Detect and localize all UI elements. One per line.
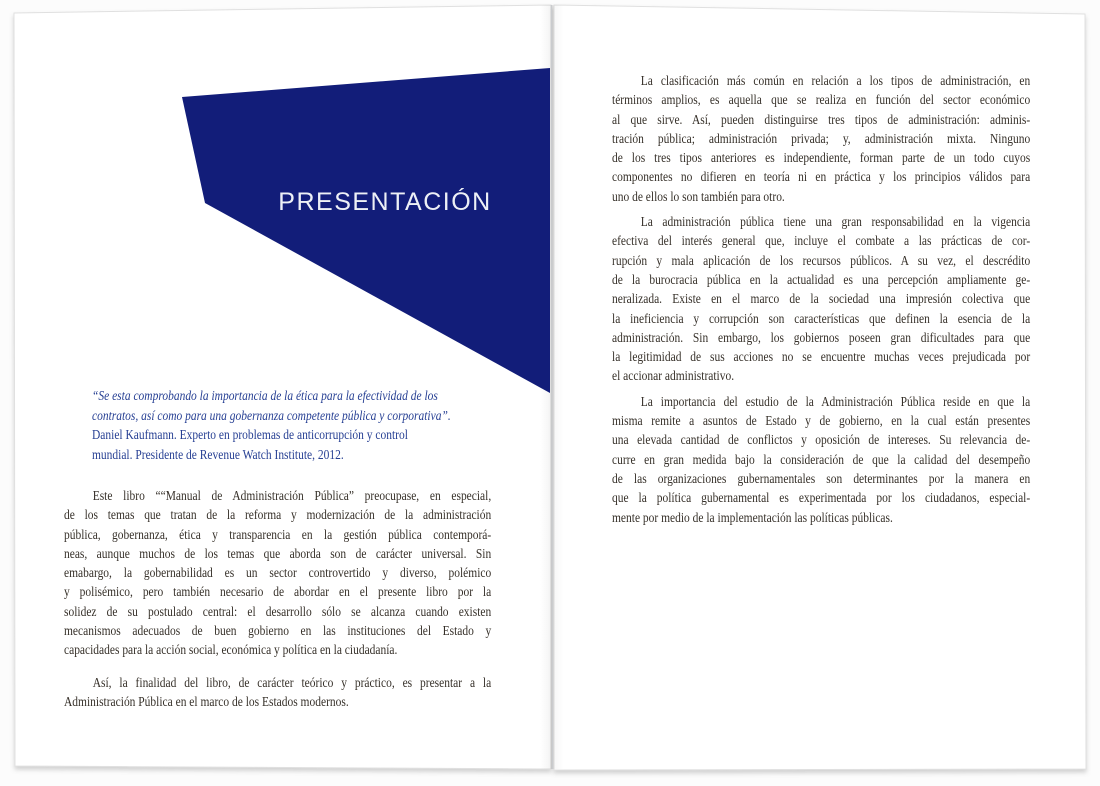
body-line: de los temas que tratan de la reforma y modernización de la administración	[64, 508, 492, 524]
body-line: efectiva del interés general que, incluye el combate a las prácticas de cor-	[612, 234, 1031, 250]
body-line: al que sirve. Así, pueden distinguirse tres tipos de administración: adminis-	[612, 112, 1031, 128]
body-line: Así, la finalidad del libro, de carácter teórico y práctico, es presentar a la	[92, 675, 492, 691]
body-line: la legitimidad de sus acciones no se encuentre muchas veces prejudicada por	[612, 350, 1031, 366]
body-line: el accionar administrativo.	[612, 369, 735, 385]
body-line: uno de ellos lo son también para otro.	[612, 189, 785, 205]
body-line: y polisémico, pero también necesario de abordar en el presente libro por la	[64, 585, 492, 601]
body-line: que la política gubernamental es experimentada por los ciudadanos, especial-	[612, 491, 1031, 507]
paragraph	[64, 674, 491, 713]
body-line: la ineficiencia y corrupción son características que definen la esencia de la	[612, 311, 1031, 327]
body-line: una elevada cantidad de conflictos y oposición de intereses. Su relevancia de-	[612, 433, 1031, 449]
body-line: tración pública; administración privada; y, administración mixta. Ninguno	[612, 131, 1031, 147]
paragraph	[64, 487, 491, 661]
body-line: mecanismos adecuados de buen gobierno en las instituciones del Estado y	[64, 624, 492, 640]
pull-quote	[92, 387, 469, 465]
body-line: misma remite a asuntos de Estado y de gobierno, en la cual están presentes	[612, 414, 1031, 430]
paragraph	[612, 393, 1030, 528]
quote-line: contratos, así como para una gobernanza competente pública y corporativa”.	[92, 408, 451, 424]
body-line: solidez de su postulado central: el desarrollo sólo se alcanza cuando existen	[64, 604, 492, 620]
paragraph	[612, 213, 1030, 387]
body-line: Este libro ““Manual de Administración Pública” preocupase, en especial,	[92, 489, 492, 504]
body-line: términos amplios, es aquella que se realiza en función del sector económico	[612, 93, 1031, 109]
body-line: La clasificación más común en relación a los tipos de administración, en	[640, 74, 1031, 89]
body-line: curre en gran medida bajo la consideración de que la calidad del desempeño	[612, 452, 1031, 468]
quote-attribution-line: mundial. Presidente de Revenue Watch Institute, 2012.	[92, 447, 344, 463]
body-line: La administración pública tiene una gran responsabilidad en la vigencia	[640, 215, 1031, 231]
page-title: PRESENTACIÓN	[278, 188, 492, 216]
body-line: neralizada. Existe en el marco de la sociedad una impresión colectiva que	[612, 292, 1031, 308]
body-line: pública, gobernanza, ética y transparencia en la gestión pública contemporá-	[64, 527, 492, 543]
body-line: neas, aunque muchos de los temas que aborda son de carácter universal. Sin	[64, 546, 492, 562]
body-line: mente por medio de la implementación las políticas públicas.	[612, 510, 893, 526]
left-page-body	[64, 487, 491, 712]
body-line: de los tres tipos anteriores es independiente, forman parte de un todo cuyos	[612, 151, 1031, 167]
quote-line: “Se esta comprobando la importancia de la ética para la efectividad de los	[92, 389, 438, 404]
body-line: capacidades para la acción social, económica y política en la ciudadanía.	[64, 643, 398, 659]
quote-attribution-line: Daniel Kaufmann. Experto en problemas de anticorrupción y control	[92, 428, 408, 444]
right-page-body	[612, 72, 1030, 528]
body-line: de la burocracia pública en la actualidad es una percepción ampliamente ge-	[612, 272, 1031, 288]
body-line: administración. Sin embargo, los gobiernos poseen gran dificultades para que	[612, 330, 1031, 346]
body-line: rupción y mala aplicación de los recursos públicos. A su vez, el descrédito	[612, 253, 1031, 269]
body-line: emabargo, la gobernabilidad es un sector controvertido y diverso, polémico	[64, 566, 492, 582]
body-line: La importancia del estudio de la Administración Pública reside en que la	[640, 394, 1031, 410]
paragraph	[612, 72, 1030, 207]
body-line: Administración Pública en el marco de los Estados modernos.	[64, 694, 349, 710]
body-line: de las organizaciones gubernamentales son determinantes por la manera en	[612, 471, 1031, 487]
body-line: componentes no difieren en teoría ni en práctica y los principios válidos para	[612, 170, 1031, 186]
